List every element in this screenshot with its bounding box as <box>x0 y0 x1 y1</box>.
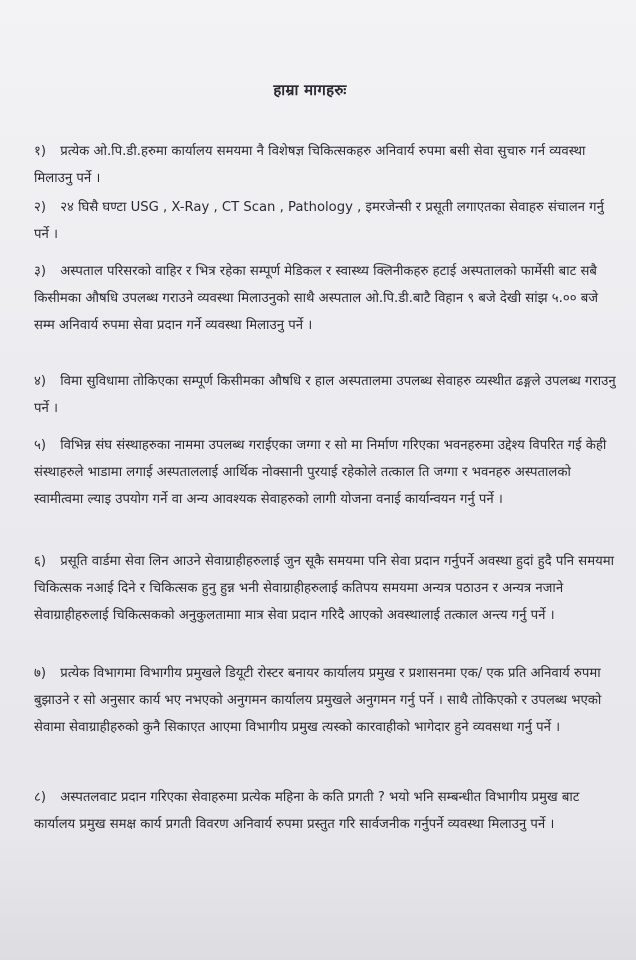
item-number: ७) <box>34 666 47 681</box>
item-text: विभिन्न संघ संस्थाहरुका नाममा उपलब्ध गराईएका जग्गा र सो मा निर्माण गरिएका भवनहरुमा उद्देश्य विपरित गई केही संस्थाहरुले भाडामा लगाई अस्पताललाई आर्थिक नोक्सानी पुरयाई रहेकोले तत्काल ति जग्गा र भवनहरु अस्पतालको स्वामीत्वमा ल्याइ उपयोग गर्ने वा अन्य आवश्यक सेवाहरुको लागी योजना वनाई कार्यान्वयन गर्नु पर्ने । <box>34 438 607 507</box>
document-title: हाम्रा मागहरुः <box>273 81 347 99</box>
demand-item-5 <box>34 432 622 513</box>
demand-item-4 <box>34 368 622 422</box>
item-text: प्रत्येक ओ.पि.डी.हरुमा कार्यालय समयमा नै विशेषज्ञ चिकित्सकहरु अनिवार्य रुपमा बसी सेवा सुचारु गर्न व्यवस्था मिलाउनु पर्ने । <box>34 144 586 186</box>
item-text: प्रत्येक विभागमा विभागीय प्रमुखले डियूटी रोस्टर बनायर कार्यालय प्रमुख र प्रशासनमा एक/ एक प्रति अनिवार्य रुपमा बुझाउने र सो अनुसार कार्य भए नभएको अनुगमन कार्यालय प्रमुखले अनुगमन गर्नु पर्ने । साथै तोकिएको र उपलब्ध भएको सेवामा सेवाग्राहीहरुको कुनै सिकाएत आएमा विभागीय प्रमुख त्यस्को कारवाहीको भागेदार हुने व्यवसथा गर्नु पर्ने । <box>34 666 602 735</box>
item-text: विमा सुविधामा तोकिएका सम्पूर्ण किसीमका औषधि र हाल अस्पतालमा उपलब्ध सेवाहरु व्यस्थीत ढङ्गले उपलब्ध गराउनु पर्ने । <box>34 374 616 416</box>
demand-item-1 <box>34 138 622 192</box>
item-text: अस्पतलवाट प्रदान गरिएका सेवाहरुमा प्रत्येक महिना के कति प्रगती ? भयो भनि सम्बन्धीत विभागीय प्रमुख बाट कार्यालय प्रमुख समक्ष कार्य प्रगती विवरण अनिवार्य रुपमा प्रस्तुत गरि सार्वजनीक गर्नुपर्ने व्यवस्था मिलाउनु पर्ने । <box>34 790 580 832</box>
item-number: ३) <box>34 264 47 279</box>
item-text: २४ घिसै घण्टा USG , X-Ray , CT Scan , Pathology , इमरजेन्सी र प्रसूती लगाएतका सेवाहरु संचालन गर्नु पर्ने । <box>34 200 604 242</box>
item-number: ६) <box>34 554 47 569</box>
item-text: अस्पताल परिसरको वाहिर र भित्र रहेका सम्पूर्ण मेडिकल र स्वास्थ्य क्लिनीकहरु हटाई अस्पतालको फार्मेसी बाट सबै किसीमका औषधि उपलब्ध गराउने व्यवस्था मिलाउनुको साथै अस्पताल ओ.पि.डी.बाटै विहान ९ बजे देखी सांझ ५.०० बजे सम्म अनिवार्य रुपमा सेवा प्रदान गर्ने व्यवस्था मिलाउनु पर्ने । <box>34 264 599 333</box>
item-number: ८) <box>34 790 47 805</box>
paper-shadow <box>0 840 636 960</box>
item-text: प्रसूति वार्डमा सेवा लिन आउने सेवाग्राहीहरुलाई जुन सूकै समयमा पनि सेवा प्रदान गर्नुपर्ने अवस्था हुदां हुदै पनि समयमा चिकित्सक नआई दिने र चिकित्सक हुनु हुन्न भनी सेवाग्राहीहरुलाई कतिपय समयमा अन्यत्र पठाउन र अन्यत्र नजाने सेवाग्राहीहरुलाई चिकित्सकको अनुकुलतामाा मात्र सेवा प्रदान गरिदै आएको अवस्थालाई तत्काल अन्त्य गर्नु पर्ने । <box>34 554 615 623</box>
item-number: ५) <box>34 438 47 453</box>
item-number: १) <box>34 144 47 159</box>
demand-item-8 <box>34 784 622 838</box>
item-number: २) <box>34 200 47 215</box>
item-number: ४) <box>34 374 47 389</box>
demand-item-6 <box>34 548 622 629</box>
demand-item-3 <box>34 258 622 339</box>
demand-item-7 <box>34 660 622 741</box>
demand-item-2 <box>34 194 622 248</box>
